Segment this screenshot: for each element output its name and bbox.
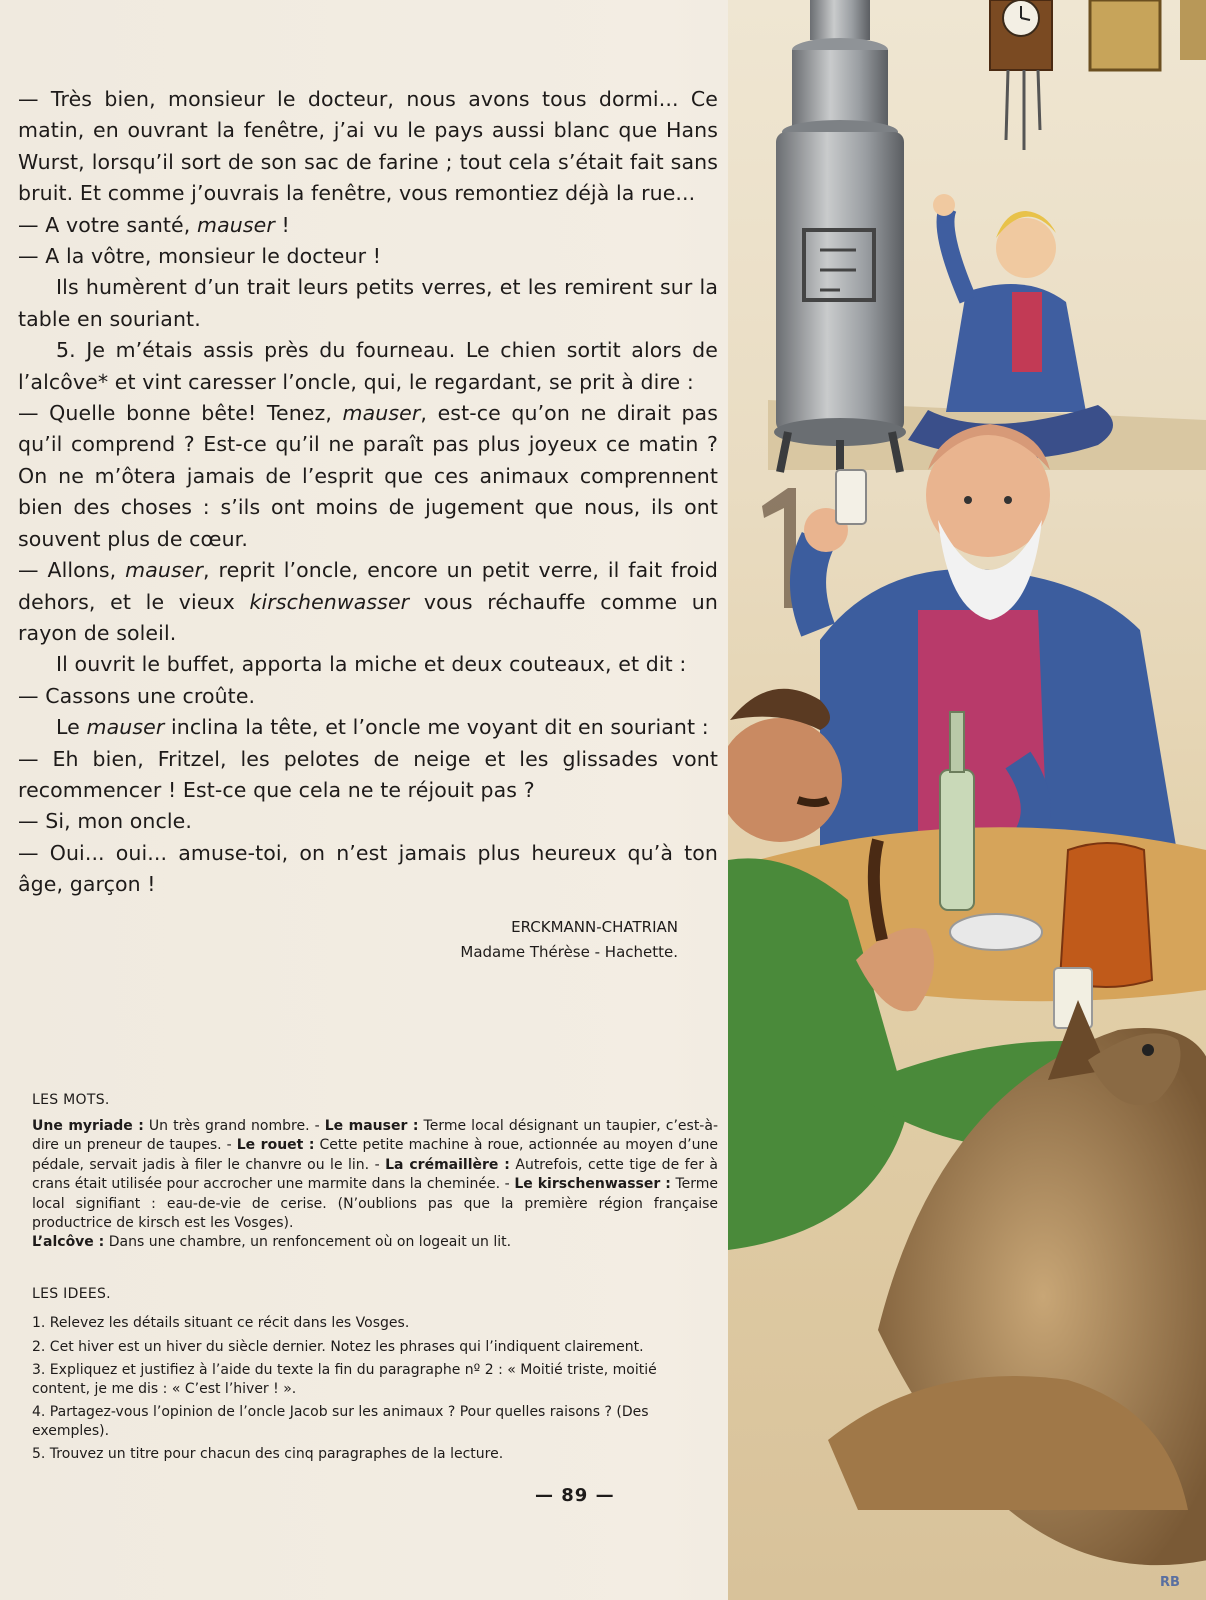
- definition: Un très grand nombre. -: [143, 1118, 325, 1134]
- source-reference: Madame Thérèse - Hachette.: [460, 942, 678, 961]
- section-title: LES IDEES.: [32, 1286, 111, 1302]
- paragraph: Ils humèrent d’un trait leurs petits verres, et les remirent sur la table en souriant.: [18, 275, 718, 331]
- definition: Terme local désignant un taupier, c’est-à-dire un preneur de taupes. -: [32, 1118, 718, 1154]
- paragraph: — A votre santé, mauser !: [18, 212, 290, 237]
- paragraph: Il ouvrit le buffet, apporta la miche et deux couteaux, et dit :: [56, 652, 687, 677]
- artist-initials: RB: [1160, 1575, 1180, 1590]
- question-item: 5. Trouvez un titre pour chacun des cinq paragraphes de la lecture.: [32, 1446, 504, 1462]
- paragraph: — Si, mon oncle.: [18, 809, 193, 834]
- paragraph: — Oui... oui... amuse-toi, on n’est jamais plus heureux qu’à ton âge, garçon !: [18, 840, 718, 897]
- term: La crémaillère :: [385, 1156, 510, 1173]
- definition: Dans une chambre, un renfoncement où on logeait un lit.: [104, 1234, 512, 1251]
- author-name: ERCKMANN-CHATRIAN: [511, 917, 678, 936]
- paragraph: — Cassons une croûte.: [18, 683, 256, 708]
- signature: [18, 915, 718, 965]
- term: Le rouet :: [236, 1137, 315, 1154]
- paragraph: — Eh bien, Fritzel, les pelotes de neige et les glissades vont recommencer ! Est-ce que cela ne te réjouit pas ?: [18, 746, 718, 802]
- question-list: [32, 1314, 718, 1464]
- stove-icon: [774, 0, 906, 472]
- questions-section: [32, 1286, 718, 1469]
- term: Le kirschenwasser :: [514, 1176, 671, 1193]
- term: Le mauser :: [324, 1118, 419, 1134]
- section-title: LES MOTS.: [32, 1092, 110, 1108]
- illustration-artwork: [728, 0, 1206, 1600]
- paragraph: — Allons, mauser, reprit l’oncle, encore un petit verre, il fait froid dehors, et le vieux kirschenwasser vous réchauffe comme un rayon de soleil.: [18, 558, 719, 645]
- question-item: 2. Cet hiver est un hiver du siècle dernier. Notez les phrases qui l’indiquent clairement.: [32, 1338, 644, 1355]
- term: L’alcôve :: [32, 1234, 105, 1251]
- paragraph: — Très bien, monsieur le docteur, nous avons tous dormi... Ce matin, en ouvrant la fenêtre, j’ai vu le pays aussi blanc que Hans Wurst, lorsqu’il sort de son sac de farine ; tout cela s’était fait sans bruit. Et comme j’ouvrais la fenêtre, vous remontiez déjà la rue...: [18, 87, 718, 206]
- definition: Cette petite machine à roue, actionnée au moyen d’une pédale, servait jadis à filer le chanvre ou le lin. -: [32, 1137, 718, 1173]
- illustration: [728, 0, 1206, 1600]
- vocabulary-section: [32, 1092, 718, 1253]
- term: Une myriade :: [32, 1118, 144, 1134]
- vocabulary-definitions: [32, 1117, 718, 1253]
- question-item: 3. Expliquez et justifiez à l’aide du texte la fin du paragraphe nº 2 : « Moitié triste, moitié content, je me dis : « C’est l’hiver ! ».: [32, 1362, 657, 1397]
- paragraph: — A la vôtre, monsieur le docteur !: [18, 244, 382, 269]
- paragraph: 5. Je m’étais assis près du fourneau. Le chien sortit alors de l’alcôve* et vint caresser l’oncle, qui, le regardant, se prit à dire :: [18, 338, 718, 394]
- definition: Autrefois, cette tige de fer à crans était utilisée pour accrocher une marmite dans la cheminée. -: [32, 1156, 718, 1193]
- paragraph: — Quelle bonne bête! Tenez, mauser, est-ce qu’on ne dirait pas qu’il comprend ? Est-ce qu’il ne paraît pas plus joyeux ce matin ? On ne m’ôtera jamais de l’esprit que ces animaux comprennent bien des choses : s’ils ont moins de jugement que nous, ils ont souvent plus de cœur.: [18, 401, 718, 551]
- question-item: 1. Relevez les détails situant ce récit dans les Vosges.: [32, 1315, 410, 1331]
- definition: Terme local signifiant : eau-de-vie de cerise. (N’oublions pas que la première région française productrice de kirsch est les Vosges).: [32, 1176, 719, 1232]
- story-text: [18, 84, 718, 965]
- page-number: — 89 —: [535, 1485, 615, 1506]
- question-item: 4. Partagez-vous l’opinion de l’oncle Jacob sur les animaux ? Pour quelles raisons ? (Des exemples).: [32, 1404, 649, 1439]
- paragraph: Le mauser inclina la tête, et l’oncle me voyant dit en souriant :: [56, 715, 709, 740]
